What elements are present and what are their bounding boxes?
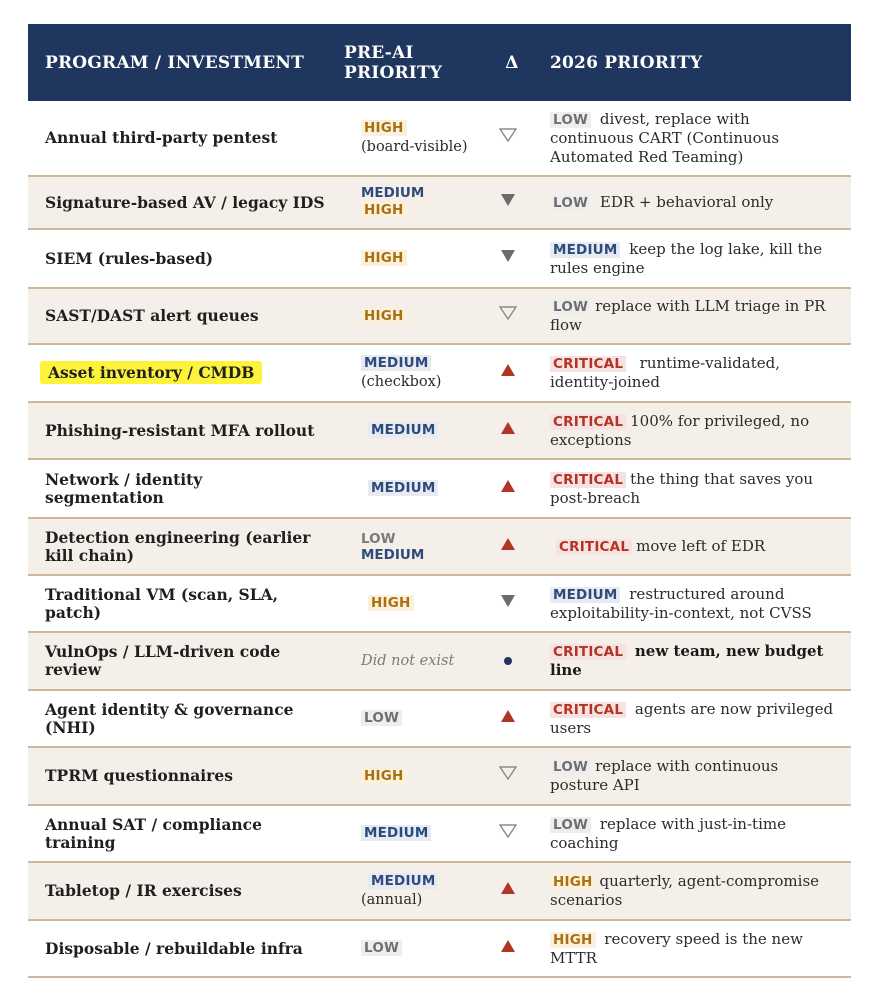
delta-cell bbox=[474, 920, 550, 977]
delta-cell bbox=[474, 101, 550, 176]
header-2026-priority: 2026 PRIORITY bbox=[550, 24, 851, 101]
table-row bbox=[28, 344, 851, 402]
new-priority bbox=[550, 575, 851, 632]
table-row bbox=[28, 229, 851, 288]
delta-cell bbox=[474, 575, 550, 632]
priority-description: runtime-validated, identity-joined bbox=[550, 354, 780, 391]
pre-ai-priority bbox=[336, 862, 474, 920]
pre-ai-priority bbox=[336, 101, 474, 176]
priority-badge: HIGH bbox=[550, 874, 596, 890]
priority-badge: MEDIUM bbox=[368, 422, 438, 438]
priority-description: the thing that saves you post-breach bbox=[550, 469, 814, 507]
program-name: Disposable / rebuildable infra bbox=[28, 920, 336, 977]
highlighted-program-name: Asset inventory / CMDB bbox=[40, 361, 262, 384]
delta-cell bbox=[474, 229, 550, 288]
header-pre-ai-priority: PRE-AI PRIORITY bbox=[336, 24, 474, 101]
priority-badge: LOW bbox=[550, 817, 591, 833]
header-program: PROGRAM / INVESTMENT bbox=[28, 24, 336, 101]
pre-ai-priority bbox=[336, 690, 474, 747]
new-priority bbox=[550, 402, 851, 459]
pre-ai-priority bbox=[336, 747, 474, 805]
priority-badge: LOW bbox=[361, 940, 402, 956]
pre-ai-priority bbox=[336, 920, 474, 977]
program-name: SIEM (rules-based) bbox=[28, 229, 336, 288]
pre-ai-priority bbox=[336, 459, 474, 518]
priority-badge: CRITICAL bbox=[550, 644, 626, 660]
program-name: Traditional VM (scan, SLA, patch) bbox=[28, 575, 336, 632]
pre-ai-priority bbox=[336, 518, 474, 575]
priority-badge: CRITICAL bbox=[550, 702, 626, 718]
triangle-down-solid-icon bbox=[500, 594, 516, 614]
triangle-down-solid-icon bbox=[500, 249, 516, 269]
priority-badge: CRITICAL bbox=[556, 539, 632, 555]
priority-badge: MEDIUM bbox=[550, 242, 620, 258]
new-priority bbox=[550, 176, 851, 229]
priority-badge: LOW bbox=[550, 112, 591, 128]
priority-description: replace with continuous posture API bbox=[550, 757, 779, 794]
new-priority bbox=[550, 288, 851, 344]
triangle-up-icon bbox=[500, 537, 516, 557]
priority-badge: CRITICAL bbox=[550, 414, 626, 430]
triangle-down-solid-icon bbox=[500, 193, 516, 213]
new-priority bbox=[550, 518, 851, 575]
table-row bbox=[28, 805, 851, 862]
priority-badge: CRITICAL bbox=[550, 356, 626, 372]
delta-cell bbox=[474, 176, 550, 229]
triangle-up-icon bbox=[500, 881, 516, 901]
pre-ai-priority bbox=[336, 344, 474, 402]
delta-cell bbox=[474, 690, 550, 747]
triangle-up-icon bbox=[500, 421, 516, 441]
new-priority bbox=[550, 344, 851, 402]
priority-badge: CRITICAL bbox=[550, 472, 626, 488]
table-row bbox=[28, 575, 851, 632]
header-delta: Δ bbox=[474, 24, 550, 101]
priority-badge: MEDIUM bbox=[361, 825, 431, 841]
pre-ai-priority bbox=[336, 229, 474, 288]
priority-to: MEDIUM bbox=[361, 546, 425, 563]
table-row bbox=[28, 288, 851, 344]
program-name: Agent identity & governance (NHI) bbox=[28, 690, 336, 747]
priority-description: replace with just-in-time coaching bbox=[550, 814, 786, 852]
pre-ai-priority bbox=[336, 176, 474, 229]
priority-description: replace with LLM triage in PR flow bbox=[550, 297, 826, 334]
pre-ai-priority bbox=[336, 805, 474, 862]
table-row bbox=[28, 632, 851, 690]
triangle-down-hollow-icon bbox=[499, 824, 517, 844]
new-priority bbox=[550, 805, 851, 862]
priority-badge: LOW bbox=[550, 299, 591, 315]
pre-ai-priority bbox=[336, 288, 474, 344]
priority-description: EDR + behavioral only bbox=[599, 193, 774, 211]
new-priority bbox=[550, 101, 851, 176]
pre-ai-priority bbox=[336, 632, 474, 690]
priority-badge: MEDIUM bbox=[368, 480, 438, 496]
pre-ai-priority bbox=[336, 402, 474, 459]
program-name: VulnOps / LLM-driven code review bbox=[28, 632, 336, 690]
priority-description: recovery speed is the new MTTR bbox=[550, 929, 803, 967]
new-priority bbox=[550, 747, 851, 805]
table-row bbox=[28, 920, 851, 977]
table-header bbox=[28, 24, 851, 101]
program-name: Network / identity segmentation bbox=[28, 459, 336, 518]
delta-cell bbox=[474, 288, 550, 344]
table-row bbox=[28, 101, 851, 176]
table-row bbox=[28, 862, 851, 920]
table-row bbox=[28, 402, 851, 459]
priority-badge: MEDIUM bbox=[550, 587, 620, 603]
program-name: Annual SAT / compliance training bbox=[28, 805, 336, 862]
priority-description: keep the log lake, kill the rules engine bbox=[550, 239, 823, 277]
program-name: SAST/DAST alert queues bbox=[28, 288, 336, 344]
priority-badge: MEDIUM bbox=[368, 873, 438, 889]
table-row bbox=[28, 747, 851, 805]
priority-badge: LOW bbox=[550, 759, 591, 775]
priority-description: restructured around exploitability-in-context, not CVSS bbox=[550, 584, 812, 622]
priority-note: (board-visible) bbox=[361, 139, 468, 155]
program-name: Phishing-resistant MFA rollout bbox=[28, 402, 336, 459]
program-name: Detection engineering (earlier kill chain) bbox=[28, 518, 336, 575]
program-name bbox=[28, 344, 336, 402]
program-name: Annual third-party pentest bbox=[28, 101, 336, 176]
triangle-down-hollow-icon bbox=[499, 306, 517, 326]
priority-badge: HIGH bbox=[550, 932, 596, 948]
priority-description: divest, replace with continuous CART (Continuous Automated Red Teaming) bbox=[550, 109, 780, 166]
triangle-up-icon bbox=[500, 479, 516, 499]
triangle-down-hollow-icon bbox=[499, 128, 517, 148]
priority-description: 100% for privileged, no exceptions bbox=[550, 411, 810, 449]
table-row bbox=[28, 176, 851, 229]
delta-cell bbox=[474, 344, 550, 402]
delta-cell bbox=[474, 747, 550, 805]
priority-badge: HIGH bbox=[361, 250, 407, 266]
priority-badge: HIGH bbox=[361, 768, 407, 784]
priority-description: move left of EDR bbox=[636, 537, 766, 555]
priority-description: new team, new budget line bbox=[550, 642, 824, 679]
triangle-up-icon bbox=[500, 939, 516, 959]
priority-table bbox=[28, 24, 851, 978]
priority-badge: LOW bbox=[550, 195, 591, 211]
new-dot-icon bbox=[504, 657, 512, 665]
new-priority bbox=[550, 229, 851, 288]
priority-to: HIGH bbox=[361, 202, 407, 218]
new-priority bbox=[550, 459, 851, 518]
program-name: Tabletop / IR exercises bbox=[28, 862, 336, 920]
new-priority bbox=[550, 920, 851, 977]
priority-badge: HIGH bbox=[368, 595, 414, 611]
pre-ai-priority bbox=[336, 575, 474, 632]
delta-cell bbox=[474, 805, 550, 862]
new-priority bbox=[550, 862, 851, 920]
priority-description: quarterly, agent-compromise scenarios bbox=[550, 872, 820, 909]
priority-text: Did not exist bbox=[361, 652, 455, 669]
triangle-up-icon bbox=[500, 363, 516, 383]
delta-cell bbox=[474, 402, 550, 459]
table-row bbox=[28, 459, 851, 518]
new-priority bbox=[550, 632, 851, 690]
delta-cell bbox=[474, 862, 550, 920]
priority-badge: HIGH bbox=[361, 120, 407, 136]
delta-cell bbox=[474, 459, 550, 518]
program-name: Signature-based AV / legacy IDS bbox=[28, 176, 336, 229]
priority-badge: LOW bbox=[361, 710, 402, 726]
priority-description: agents are now privileged users bbox=[550, 699, 834, 737]
program-name: TPRM questionnaires bbox=[28, 747, 336, 805]
priority-note: (annual) bbox=[361, 892, 423, 908]
triangle-down-hollow-icon bbox=[499, 766, 517, 786]
delta-cell bbox=[474, 518, 550, 575]
delta-cell bbox=[474, 632, 550, 690]
priority-from: LOW bbox=[361, 530, 396, 547]
priority-note: (checkbox) bbox=[361, 374, 442, 390]
priority-from: MEDIUM bbox=[361, 185, 425, 201]
table-row bbox=[28, 690, 851, 747]
priority-badge: MEDIUM bbox=[361, 355, 431, 371]
priority-badge: HIGH bbox=[361, 308, 407, 324]
table-row bbox=[28, 518, 851, 575]
triangle-up-icon bbox=[500, 709, 516, 729]
new-priority bbox=[550, 690, 851, 747]
